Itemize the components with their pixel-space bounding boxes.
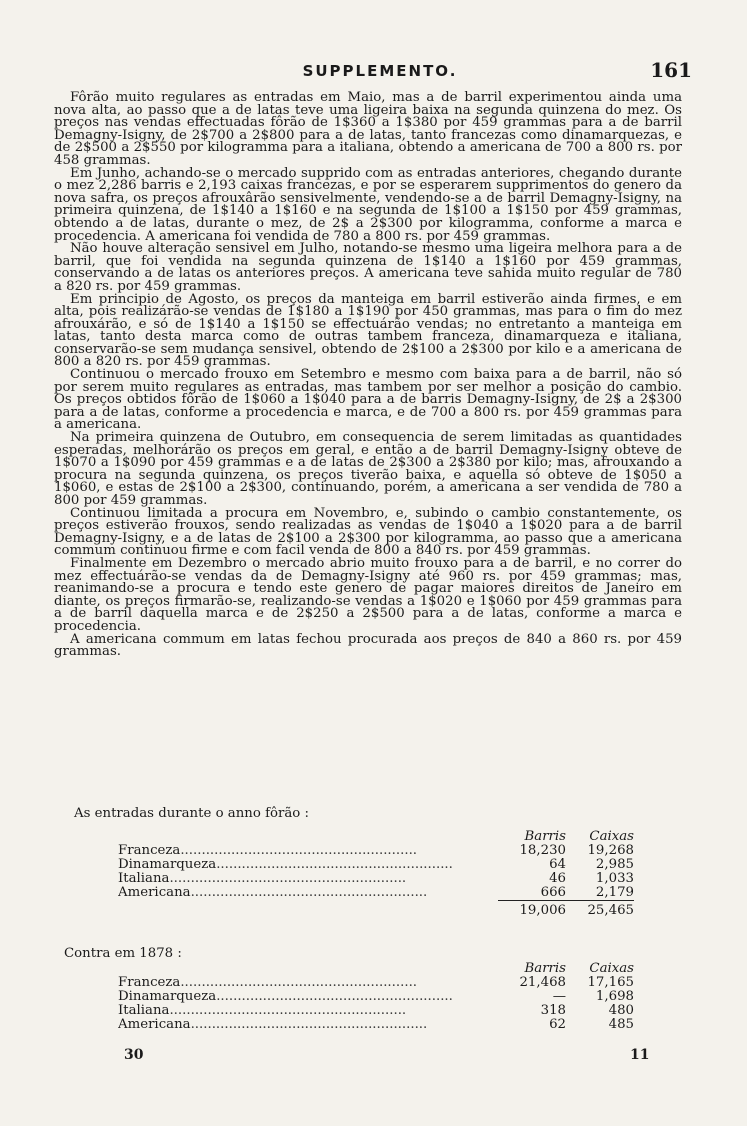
- row-name: Dinamarqueza: [118, 990, 217, 1004]
- row-caixas: 1,698: [595, 989, 634, 1004]
- paragraph-setembro: Continuou o mercado frouxo em Setembro e mesmo com baixa para a de barril, não só por serem muito regulares as entradas, mas tambem por ser melhor a posição do cambio. Os preços obtidos fôrão de 1$060 a 1$040 para a de barris Demagny-Isigny, de 2$ a 2$300 para a de latas, conforme a procedencia e marca, e de 700 a 800 rs. por 459 grammas para a americana.: [54, 367, 682, 433]
- table-row: [118, 844, 634, 858]
- total-barris: 19,006: [498, 901, 566, 919]
- paragraph-agosto: Em principio de Agosto, os preços da manteiga em barril estiverão ainda firmes, e em alta, pois realizárão-se vendas de 1$180 a 1$190 por 450 grammas, mas para o fim do mez afrouxárão, e só de 1$140 a 1$150 se effectuárão vendas; no entretanto a manteiga em latas, tanto desta marca como de outras tambem franceza, dinamarqueza e italiana, conservarão-se sem mudança sensivel, obtendo de 2$100 a 2$300 por kilo e a americana de 800 a 820 rs. por 459 grammas.: [54, 291, 682, 370]
- body-text: [54, 92, 682, 659]
- row-name: Franceza: [118, 844, 181, 858]
- dot-leader: ........................................................: [216, 990, 453, 1004]
- dot-leader: ........................................................: [169, 872, 407, 886]
- page-number: 161: [650, 58, 692, 82]
- table-row: [118, 976, 634, 990]
- entries-lead: As entradas durante o anno fôrão :: [74, 806, 310, 821]
- table-row: [118, 1004, 634, 1018]
- entries-table-1879: [118, 830, 634, 918]
- table-row: [118, 872, 634, 886]
- row-barris: 21,468: [519, 975, 566, 990]
- dot-leader: ........................................................: [190, 886, 428, 901]
- table-row: [118, 990, 634, 1004]
- page-title: SUPPLEMENTO.: [302, 62, 458, 80]
- row-name: Franceza: [118, 976, 181, 990]
- row-caixas: 2,985: [595, 857, 634, 872]
- row-caixas: 1,033: [595, 871, 634, 886]
- dot-leader: ........................................................: [216, 858, 453, 872]
- row-caixas: 485: [608, 1017, 634, 1032]
- table-row: [118, 858, 634, 872]
- col-header-barris: Barris: [524, 961, 566, 976]
- row-caixas: 2,179: [595, 885, 634, 900]
- dot-leader: ........................................................: [169, 1004, 407, 1018]
- row-name: Italiana: [118, 1004, 170, 1018]
- dot-leader: ........................................................: [180, 976, 418, 990]
- row-name: Americana: [118, 886, 191, 901]
- row-barris: 62: [549, 1017, 566, 1032]
- signature-mark-left: 30: [124, 1047, 144, 1063]
- row-caixas: 19,268: [587, 843, 634, 858]
- col-header-caixas: Caixas: [589, 961, 634, 976]
- table-row: [118, 886, 634, 901]
- dot-leader: ........................................................: [180, 844, 418, 858]
- row-name: Italiana: [118, 872, 170, 886]
- row-barris: 666: [540, 885, 566, 900]
- row-name: Americana: [118, 1018, 191, 1032]
- row-caixas: 480: [608, 1003, 634, 1018]
- row-barris: 46: [549, 871, 566, 886]
- paragraph-julho: Não houve alteração sensivel em Julho, notando-se mesmo uma ligeira melhora para a de barril, que foi vendida na segunda quinzena de 1$140 a 1$160 por 459 grammas, conservando a de latas os anteriores preços. A americana teve sahida muito regular de 780 a 820 rs. por 459 grammas.: [54, 241, 682, 294]
- table-row: [118, 1018, 634, 1032]
- table-total-row: [118, 901, 634, 919]
- row-caixas: 17,165: [587, 975, 634, 990]
- col-header-caixas: Caixas: [589, 829, 634, 844]
- entries-1878-lead: Contra em 1878 :: [64, 946, 182, 961]
- paragraph-dezembro: Finalmente em Dezembro o mercado abrio muito frouxo para a de barril, e no correr do mez effectuárão-se vendas da de Demagny-Isigny até 960 rs. por 459 grammas; mas, reanimando-se a procura e tendo este genero de pagar maiores direitos de Janeiro em diante, os preços firmarão-se, realizando-se vendas a 1$020 e 1$060 por 459 grammas para a de barril daquella marca e de 2$250 a 2$500 para a de latas, conforme a marca e procedencia.: [54, 555, 682, 634]
- paragraph-junho: Em Junho, achando-se o mercado supprido com as entradas anteriores, chegando durante o mez 2,286 barris e 2,193 caixas francezas, e por se esperarem supprimentos do genero da nova safra, os preços afrouxârão sensivelmente, vendendo-se a de barril Demagny-Isigny, na primeira quinzena, de 1$140 a 1$160 e na segunda de 1$100 a 1$150 por 459 grammas, obtendo a de latas, durante o mez, de 2$ a 2$300 por kilogramma, conforme a marca e procedencia. A americana foi vendida de 780 a 800 rs. por 459 grammas.: [54, 165, 682, 244]
- col-header-barris: Barris: [524, 829, 566, 844]
- paragraph-americana: A americana commum em latas fechou procurada aos preços de 840 a 860 rs. por 459 grammas.: [54, 631, 682, 660]
- row-barris: —: [552, 989, 566, 1004]
- paragraph-novembro: Continuou limitada a procura em Novembro, e, subindo o cambio constantemente, os preços estiverão frouxos, sendo realizadas as vendas de 1$040 a 1$020 para a de barril Demagny-Isigny, e a de latas de 2$100 a 2$300 por kilogramma, ao passo que a americana commum continuou firme e com facil venda de 800 a 840 rs. por 459 grammas.: [54, 505, 682, 559]
- row-barris: 18,230: [519, 843, 566, 858]
- total-caixas: 25,465: [566, 901, 634, 919]
- entries-table-1878: [118, 962, 634, 1032]
- row-barris: 318: [540, 1003, 566, 1018]
- page-header: [60, 58, 700, 84]
- paragraph-maio: Fôrão muito regulares as entradas em Maio, mas a de barril experimentou ainda uma nova alta, ao passo que a de latas teve uma ligeira baixa na segunda quinzena do mez. Os preços nas vendas effectuadas fôrão de 1$360 a 1$380 por 459 grammas para a de barril Demagny-Isigny, de 2$700 a 2$800 para a de latas, tanto francezas como dinamarquezas, e de 2$500 a 2$550 por kilogramma para a italiana, obtendo a americana de 700 a 800 rs. por 458 grammas.: [54, 90, 682, 168]
- dot-leader: ........................................................: [190, 1018, 428, 1032]
- row-barris: 64: [549, 857, 566, 872]
- signature-mark-right: 11: [630, 1047, 650, 1063]
- paragraph-outubro: Na primeira quinzena de Outubro, em consequencia de serem limitadas as quantidades esperadas, melhorárão os preços em geral, e então a de barril Demagny-Isigny obteve de 1$070 a 1$090 por 459 grammas e a de latas de 2$300 a 2$380 por kilo; mas, afrouxando a procura na segunda quinzena, os preços tiverão baixa, e aquella só obteve de 1$050 a 1$060, e estas de 2$100 a 2$300, continuando, porém, a americana a ser vendida de 780 a 800 por 459 grammas.: [54, 430, 682, 508]
- row-name: Dinamarqueza: [118, 858, 217, 872]
